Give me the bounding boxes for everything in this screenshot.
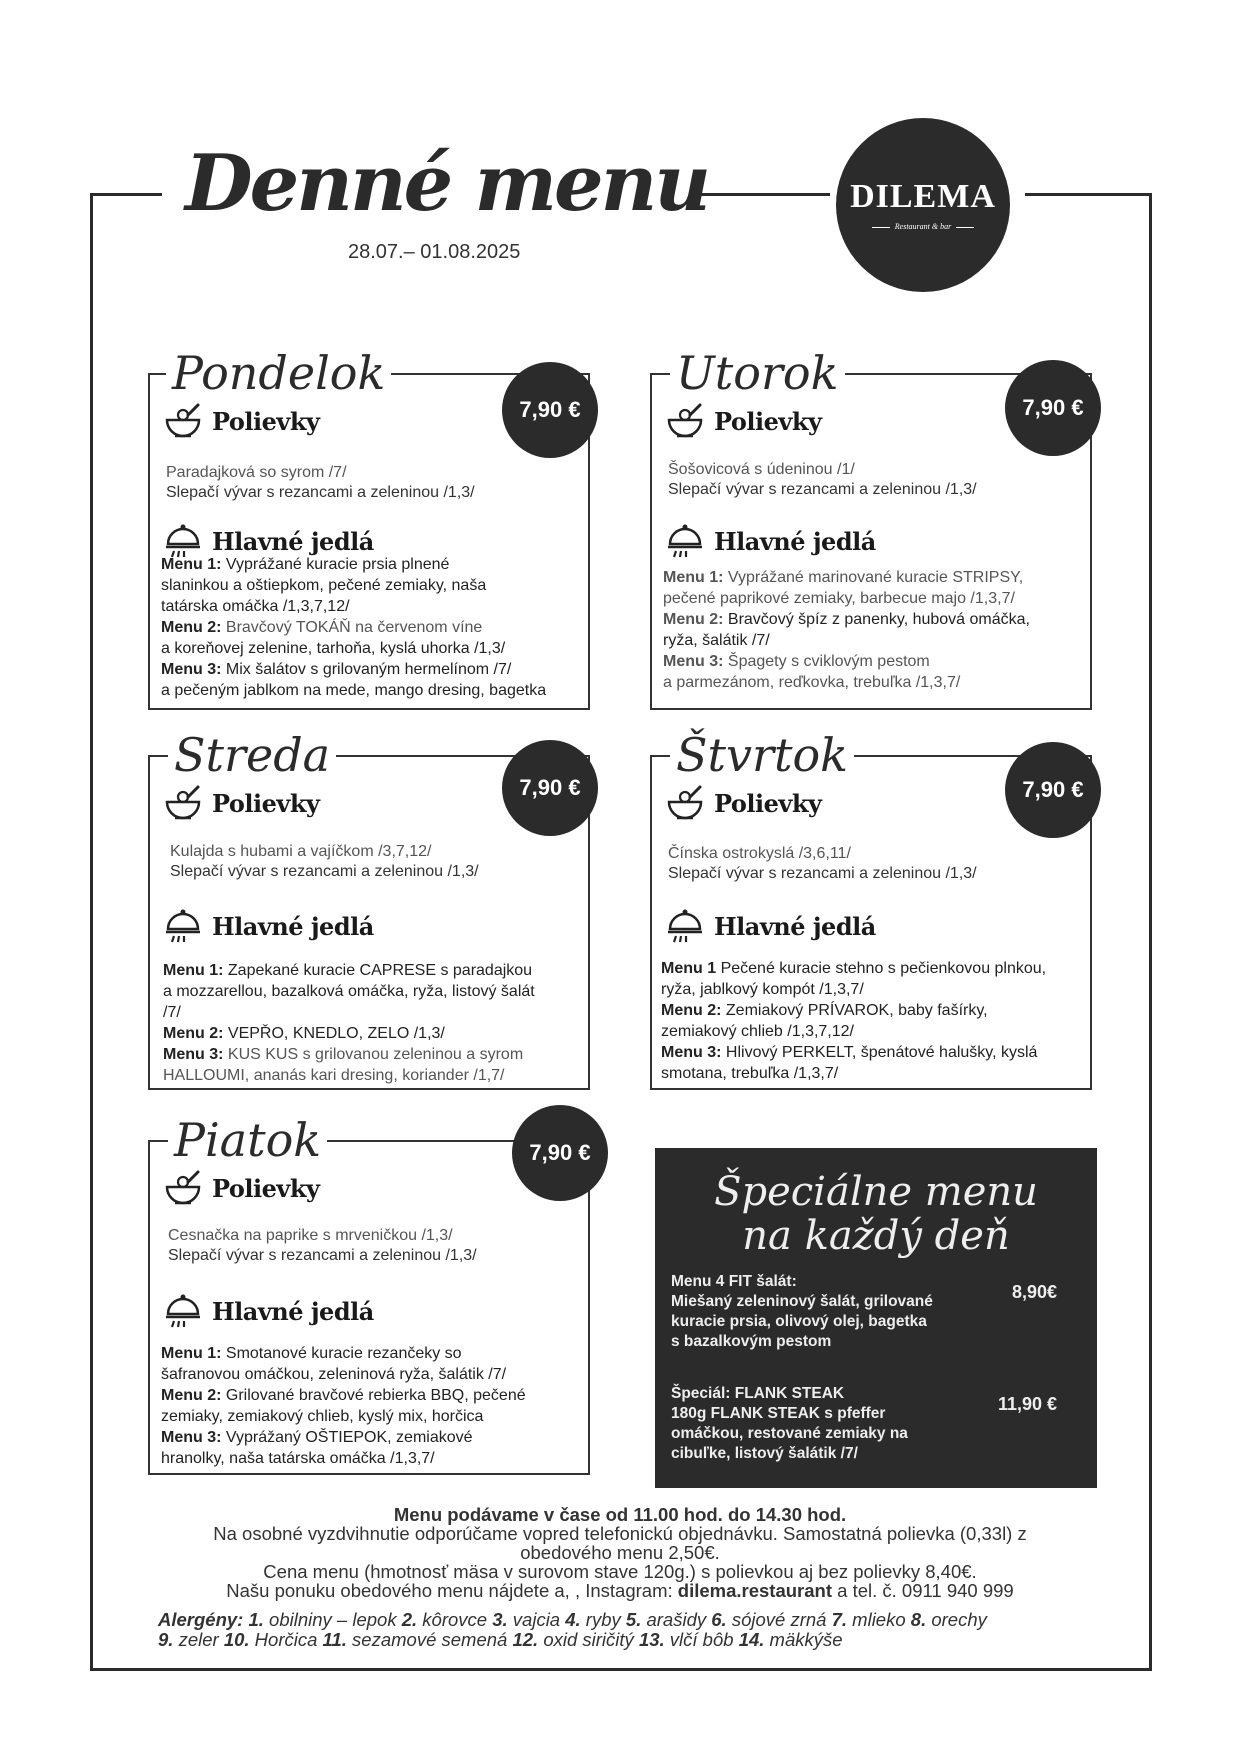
special-item-line: cibuľke, listový šalátik /7/: [671, 1445, 858, 1462]
allergen-name: oxid siričitý: [538, 1629, 639, 1650]
menu-label: Menu 1:: [663, 569, 724, 586]
soup-bowl-icon: [164, 1169, 202, 1207]
allergen-number: 10.: [223, 1629, 250, 1650]
soups-label: Polievky: [212, 788, 320, 818]
mains-list-pondelok: [161, 554, 546, 701]
menu-line: ryža, šalátik /7/: [663, 632, 770, 649]
mains-heading-utorok: [666, 522, 876, 560]
price-badge-piatok: 7,90 €: [512, 1105, 608, 1201]
allergen-name: vajcia: [507, 1609, 566, 1630]
menu-text: Špagety s cviklovým pestom: [727, 653, 930, 670]
menu-line: HALLOUMI, ananás kari dresing, koriander /1,7/: [163, 1067, 505, 1084]
allergen-number: 1.: [248, 1609, 264, 1630]
menu-text: Zapekané kuracie CAPRESE s paradajkou: [227, 962, 533, 979]
menu-label: Menu 2:: [161, 1387, 222, 1404]
logo-subtitle: Restaurant & bar: [836, 222, 1010, 231]
menu-line: [161, 1427, 526, 1448]
allergen-number: 4.: [565, 1609, 581, 1630]
mains-label: Hlavné jedlá: [714, 526, 876, 556]
mains-label: Hlavné jedlá: [212, 911, 374, 941]
allergen-name: kôrovce: [417, 1609, 493, 1630]
page-title: Denné menu: [185, 138, 709, 229]
menu-line: [161, 659, 546, 680]
menu-line: šafranovou omáčkou, zeleninová ryža, šalátik /7/: [161, 1366, 507, 1383]
soup-item: Paradajková so syrom /7/: [166, 464, 347, 481]
soups-list-stvrtok: [668, 844, 977, 884]
frame-top-middle: [690, 193, 830, 196]
menu-text: Smotanové kuracie rezančeky so: [225, 1345, 462, 1362]
menu-text: Vyprážaný OŠTIEPOK, zemiakové: [225, 1429, 473, 1446]
allergen-name: ryby: [580, 1609, 626, 1630]
special-title-line: Špeciálne menu: [714, 1169, 1038, 1215]
menu-text: KUS KUS s grilovanou zeleninou a syrom: [227, 1046, 524, 1063]
allergen-number: 7.: [831, 1609, 848, 1630]
soup-item: Slepačí vývar s rezancami a zeleninou /1,3/: [168, 1247, 477, 1264]
soup-item: Slepačí vývar s rezancami a zeleninou /1,3/: [170, 863, 479, 880]
allergen-number: 11.: [322, 1629, 347, 1650]
menu-label: Menu 2:: [161, 619, 222, 636]
allergen-name: obilniny – lepok: [263, 1609, 402, 1630]
allergen-name: sezamové semená: [346, 1629, 513, 1650]
day-name-utorok: Utorok: [670, 350, 845, 396]
allergen-number: 2.: [401, 1609, 418, 1630]
special-menu-panel: [655, 1148, 1097, 1488]
menu-line: [663, 609, 1030, 630]
price-badge-stvrtok: 7,90 €: [1005, 742, 1101, 838]
frame-top-right: [1025, 193, 1152, 196]
dilema-logo: [836, 118, 1010, 292]
menu-price-note: Cena menu (hmotnosť mäsa v surovom stave 120g.) s polievkou aj bez polievky 8,40€.: [263, 1561, 977, 1582]
allergen-name: Horčica: [249, 1629, 323, 1650]
special-item-line: kuracie prsia, olivový olej, bagetka: [671, 1313, 927, 1330]
contact-line: [150, 1581, 1090, 1600]
menu-text: VEPŘO, KNEDLO, ZELO /1,3/: [227, 1025, 445, 1042]
menu-line: a parmezánom, reďkovka, trebuľka /1,3,7/: [663, 674, 961, 691]
menu-text: Vyprážané kuracie prsia plnené: [225, 556, 450, 573]
menu-line: /7/: [163, 1004, 181, 1021]
serving-hours: Menu podávame v čase od 11.00 hod. do 14.30 hod.: [393, 1504, 847, 1525]
frame-top-left: [90, 193, 162, 196]
allergen-name: zeler: [173, 1629, 224, 1650]
soup-item: Čínska ostrokyslá /3,6,11/: [668, 845, 851, 862]
menu-label: Menu 1:: [163, 962, 224, 979]
allergens-label: Alergény:: [158, 1609, 244, 1630]
menu-line: tatárska omáčka /1,3,7,12/: [161, 598, 350, 615]
menu-text: Hlivový PERKELT, špenátové halušky, kyslá: [725, 1044, 1038, 1061]
menu-line: a mozzarellou, bazalková omáčka, ryža, listový šalát: [163, 983, 535, 1000]
menu-text: Bravčový TOKÁŇ na červenom víne: [225, 619, 483, 636]
logo-name: DILEMA: [850, 178, 996, 215]
allergen-number: 12.: [512, 1629, 539, 1650]
pickup-note: Na osobné vyzdvihnutie odporúčame vopred telefonickú objednávku. Samostatná polievka (0,33l) z: [213, 1523, 1027, 1544]
soups-list-pondelok: [166, 463, 475, 503]
cloche-icon: [666, 907, 704, 945]
special-item-steak: [671, 1384, 961, 1464]
soups-list-utorok: [668, 460, 977, 500]
mains-heading-stvrtok: [666, 907, 876, 945]
mains-label: Hlavné jedlá: [212, 1296, 374, 1326]
menu-line: [161, 1343, 526, 1364]
menu-label: Menu 1: [661, 960, 717, 977]
menu-line: hranolky, naša tatárska omáčka /1,3,7/: [161, 1450, 435, 1467]
menu-line: zemiakový chlieb /1,3,7,12/: [661, 1023, 854, 1040]
menu-line: [161, 617, 546, 638]
contact-text: Našu ponuku obedového menu nájdete a, , Instagram:: [226, 1580, 678, 1601]
allergen-number: 6.: [711, 1609, 727, 1630]
price-badge-streda: 7,90 €: [502, 740, 598, 836]
allergen-name: mäkkýše: [764, 1629, 843, 1650]
price-badge-pondelok: 7,90 €: [502, 362, 598, 458]
special-item-fit: [671, 1272, 961, 1352]
allergens-list: [158, 1610, 1083, 1650]
instagram-handle: dilema.restaurant: [677, 1580, 832, 1601]
soup-item: Cesnačka na paprike s mrveničkou /1,3/: [168, 1227, 453, 1244]
mains-list-stvrtok: [661, 958, 1046, 1084]
allergen-name: mlieko: [847, 1609, 911, 1630]
special-item-line: omáčkou, restované zemiaky na: [671, 1425, 908, 1442]
cloche-icon: [164, 1292, 202, 1330]
menu-label: Menu 2:: [661, 1002, 722, 1019]
allergen-number: 13.: [638, 1629, 665, 1650]
soup-bowl-icon: [666, 784, 704, 822]
menu-text: Zemiakový PRÍVAROK, baby fašírky,: [725, 1002, 988, 1019]
menu-line: a pečeným jablkom na mede, mango dresing, bagetka: [161, 682, 547, 699]
allergen-number: 9.: [158, 1629, 174, 1650]
allergen-number: 8.: [910, 1609, 927, 1630]
allergen-name: vlčí bôb: [664, 1629, 739, 1650]
menu-label: Menu 2:: [663, 611, 724, 628]
menu-label: Menu 3:: [161, 1429, 222, 1446]
day-name-piatok: Piatok: [168, 1117, 327, 1163]
menu-line: [163, 960, 535, 981]
menu-text: Pečené kuracie stehno s pečienkovou plnkou,: [720, 960, 1047, 977]
mains-list-utorok: [663, 567, 1030, 693]
allergen-number: 5.: [625, 1609, 642, 1630]
soup-item: Slepačí vývar s rezancami a zeleninou /1,3/: [668, 865, 977, 882]
special-price-steak: 11,90 €: [997, 1394, 1057, 1414]
menu-line: [661, 958, 1046, 979]
menu-line: pečené paprikové zemiaky, barbecue majo /1,3,7/: [663, 590, 1015, 607]
cloche-icon: [666, 522, 704, 560]
soups-heading-piatok: [164, 1169, 319, 1207]
allergen-number: 14.: [738, 1629, 765, 1650]
special-title-line: na každý deň: [742, 1213, 1010, 1259]
soup-bowl-icon: [666, 402, 704, 440]
soup-item: Slepačí vývar s rezancami a zeleninou /1,3/: [166, 484, 475, 501]
menu-label: Menu 3:: [661, 1044, 722, 1061]
special-menu-title: [655, 1170, 1097, 1258]
menu-line: ryža, jablkový kompót /1,3,7/: [661, 981, 864, 998]
allergen-name: sójové zrná: [726, 1609, 832, 1630]
pickup-note-cont: obedového menu 2,50€.: [520, 1542, 720, 1563]
menu-label: Menu 3:: [161, 661, 222, 678]
special-item-line: s bazalkovým pestom: [671, 1333, 832, 1350]
menu-line: [663, 567, 1030, 588]
mains-list-piatok: [161, 1343, 526, 1469]
menu-line: zemiaky, zemiakový chlieb, kyslý mix, horčica: [161, 1408, 484, 1425]
day-name-streda: Streda: [168, 732, 336, 778]
soup-bowl-icon: [164, 784, 202, 822]
mains-heading-streda: [164, 907, 374, 945]
mains-label: Hlavné jedlá: [714, 911, 876, 941]
menu-label: Menu 1:: [161, 556, 222, 573]
allergen-name: orechy: [926, 1609, 987, 1630]
mains-label: Hlavné jedlá: [212, 526, 374, 556]
menu-line: [163, 1044, 535, 1065]
day-name-pondelok: Pondelok: [166, 350, 391, 396]
soups-heading-utorok: [666, 402, 821, 440]
soup-bowl-icon: [164, 402, 202, 440]
menu-line: [661, 1000, 1046, 1021]
mains-heading-piatok: [164, 1292, 374, 1330]
menu-line: [161, 554, 546, 575]
menu-label: Menu 1:: [161, 1345, 222, 1362]
soups-label: Polievky: [714, 788, 822, 818]
menu-text: Bravčový špíz z panenky, hubová omáčka,: [727, 611, 1030, 628]
menu-text: Vyprážané marinované kuracie STRIPSY,: [727, 569, 1024, 586]
soup-item: Slepačí vývar s rezancami a zeleninou /1,3/: [668, 481, 977, 498]
menu-line: [663, 651, 1030, 672]
soups-list-piatok: [168, 1226, 477, 1266]
soups-label: Polievky: [714, 406, 822, 436]
soups-list-streda: [170, 842, 479, 882]
soups-heading-pondelok: [164, 402, 319, 440]
menu-line: [661, 1042, 1046, 1063]
menu-line: [161, 1385, 526, 1406]
special-price-fit: 8,90€: [1011, 1282, 1057, 1302]
soup-item: Šošovicová s údeninou /1/: [668, 461, 855, 478]
soups-heading-streda: [164, 784, 319, 822]
mains-list-streda: [163, 960, 535, 1086]
special-item-line: 180g FLANK STEAK s pfeffer: [671, 1405, 886, 1422]
menu-line: smotana, trebuľka /1,3,7/: [661, 1065, 839, 1082]
cloche-icon: [164, 907, 202, 945]
special-item-line: Špeciál: FLANK STEAK: [671, 1385, 845, 1402]
allergen-number: 3.: [492, 1609, 508, 1630]
footer-info: [150, 1505, 1090, 1600]
day-name-stvrtok: Štvrtok: [670, 732, 854, 778]
soup-item: Kulajda s hubami a vajíčkom /3,7,12/: [170, 843, 432, 860]
soups-label: Polievky: [212, 406, 320, 436]
special-item-line: Miešaný zeleninový šalát, grilované: [671, 1293, 933, 1310]
menu-line: slaninkou a oštiepkom, pečené zemiaky, naša: [161, 577, 487, 594]
menu-text: Mix šalátov s grilovaným hermelínom /7/: [225, 661, 512, 678]
menu-line: [163, 1023, 535, 1044]
soups-label: Polievky: [212, 1173, 320, 1203]
menu-line: a koreňovej zelenine, tarhoňa, kyslá uhorka /1,3/: [161, 640, 506, 657]
phone-text: a tel. č. 0911 940 999: [832, 1580, 1014, 1601]
menu-text: Grilované bravčové rebierka BBQ, pečené: [225, 1387, 526, 1404]
menu-label: Menu 2:: [163, 1025, 224, 1042]
soups-heading-stvrtok: [666, 784, 821, 822]
allergen-name: arašidy: [641, 1609, 712, 1630]
price-badge-utorok: 7,90 €: [1005, 360, 1101, 456]
date-range: 28.07.– 01.08.2025: [348, 241, 521, 263]
special-item-line: Menu 4 FIT šalát:: [671, 1273, 797, 1290]
menu-label: Menu 3:: [663, 653, 724, 670]
menu-label: Menu 3:: [163, 1046, 224, 1063]
